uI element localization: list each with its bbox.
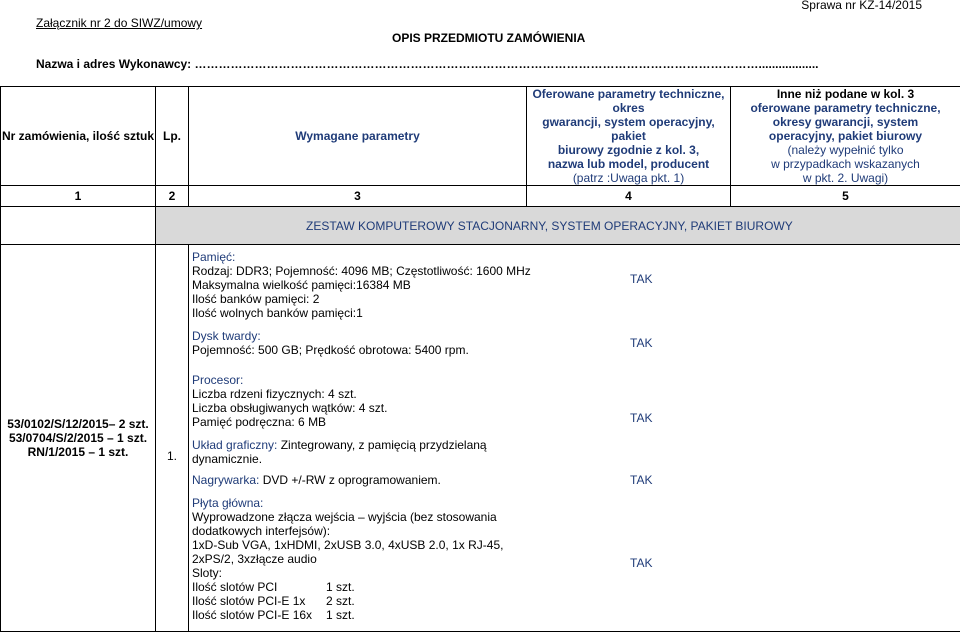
specs-cell — [189, 245, 960, 632]
slot-label: Ilość slotów PCI-E 16x — [192, 608, 313, 622]
column-number: 2 — [156, 186, 189, 207]
section-left-cell — [1, 207, 156, 245]
spec-drive — [189, 473, 441, 487]
spec-title: Układ graficzny: — [192, 438, 278, 452]
section-row — [1, 207, 960, 245]
order-line: 53/0704/S/2/2015 – 1 szt. — [8, 431, 148, 445]
case-number: Sprawa nr KZ-14/2015 — [801, 0, 922, 12]
other-line: w przypadkach wskazanych — [771, 157, 920, 171]
attachment-label: Załącznik nr 2 do SIWZ/umowy — [36, 16, 203, 30]
other-line: (należy wypełnić tylko — [787, 143, 904, 157]
column-numbers-row — [1, 186, 960, 207]
spec-line: dodatkowych interfejsów): — [192, 524, 331, 538]
offered-line: biurowy zgodnie z kol. 3, — [557, 143, 700, 157]
offered-line: gwarancji, system operacyjny, pakiet — [542, 115, 715, 143]
item-row — [1, 245, 960, 632]
column-number: 3 — [189, 186, 527, 207]
slot-row — [192, 608, 503, 622]
spec-line: Ilość wolnych banków pamięci:1 — [192, 306, 363, 320]
header-row — [1, 87, 960, 186]
spec-line: Liczba obsługiwanych wątków: 4 szt. — [192, 401, 388, 415]
spec-value: TAK — [630, 336, 653, 350]
contractor-label: Nazwa i adres Wykonawcy: …………………………………………………………………………………………………………………………….................. — [36, 57, 819, 71]
column-number: 5 — [731, 186, 960, 207]
offered-line: Oferowane parametry techniczne, okres — [532, 87, 725, 115]
spec-line: Ilość banków pamięci: 2 — [192, 292, 320, 306]
spec-title: Pamięć: — [192, 250, 236, 264]
slot-count: 1 szt. — [326, 580, 355, 594]
spec-disk — [189, 329, 469, 357]
spec-line: Rodzaj: DDR3; Pojemność: 4096 MB; Częstotliwość: 1600 MHz — [192, 264, 531, 278]
spec-line: Zintegrowany, z pamięcią przydzielaną — [280, 438, 487, 452]
spec-line: Pamięć podręczna: 6 MB — [192, 415, 327, 429]
col-offered-header — [527, 87, 731, 186]
other-line: operacyjny, pakiet biurowy — [768, 129, 923, 143]
slot-count: 1 szt. — [326, 608, 355, 622]
column-number: 4 — [527, 186, 731, 207]
spec-line: Wyprowadzone złącza wejścia – wyjścia (bez stosowania — [192, 510, 497, 524]
spec-line: Sloty: — [192, 566, 223, 580]
spec-line: Pojemność: 500 GB; Prędkość obrotowa: 5400 rpm. — [192, 343, 469, 357]
lp-cell — [156, 245, 189, 632]
spec-line: 2xPS/2, 3xzłącze audio — [192, 552, 317, 566]
col-other-header — [731, 87, 960, 186]
other-line: Inne niż podane w kol. 3 — [776, 87, 915, 101]
section-title — [156, 207, 960, 245]
spec-line: Liczba rdzeni fizycznych: 4 szt. — [192, 387, 357, 401]
slot-row — [192, 594, 503, 608]
slot-row — [192, 580, 503, 594]
spec-motherboard — [189, 496, 503, 622]
order-numbers-cell — [1, 245, 156, 632]
slot-label: Ilość slotów PCI — [192, 580, 278, 594]
specification-table — [0, 86, 960, 632]
order-line: 53/0102/S/12/2015– 2 szt. — [7, 417, 149, 431]
spec-value: TAK — [630, 556, 653, 570]
spec-line: DVD +/-RW z oprogramowaniem. — [262, 473, 441, 487]
spec-line: dynamicznie. — [192, 452, 263, 466]
slot-count: 2 szt. — [326, 594, 355, 608]
spec-value: TAK — [630, 473, 653, 487]
offered-line: (patrz :Uwaga pkt. 1) — [572, 171, 685, 185]
spec-value: TAK — [630, 272, 653, 286]
spec-memory — [189, 250, 531, 320]
spec-title: Nagrywarka: — [192, 473, 260, 487]
spec-title: Dysk twardy: — [192, 329, 261, 343]
spec-title: Procesor: — [192, 373, 244, 387]
offered-line: nazwa lub model, producent — [547, 157, 710, 171]
lp-value: 1. — [166, 449, 177, 463]
col-params-header: Wymagane parametry — [189, 87, 527, 186]
spec-value: TAK — [630, 411, 653, 425]
spec-title: Płyta główna: — [192, 496, 264, 510]
section-title-text: ZESTAW KOMPUTEROWY STACJONARNY, SYSTEM OPERACYJNY, PAKIET BIUROWY — [306, 218, 793, 233]
other-line: w pkt. 2. Uwagi) — [802, 171, 889, 185]
column-number: 1 — [1, 186, 156, 207]
document-title: OPIS PRZEDMIOTU ZAMÓWIENIA — [392, 31, 586, 45]
order-line: RN/1/2015 – 1 szt. — [27, 445, 129, 459]
col-lp-header: Lp. — [156, 87, 189, 186]
slot-label: Ilość slotów PCI-E 1x — [192, 594, 306, 608]
col-order-header: Nr zamówienia, ilość sztuk — [1, 87, 156, 186]
spec-line: Maksymalna wielkość pamięci:16384 MB — [192, 278, 411, 292]
spec-line: 1xD-Sub VGA, 1xHDMI, 2xUSB 3.0, 4xUSB 2.0, 1x RJ-45, — [192, 538, 504, 552]
spec-processor — [189, 373, 387, 429]
other-line: oferowane parametry techniczne, — [750, 101, 941, 115]
other-line: okresy gwarancji, system — [772, 115, 919, 129]
spec-graphics — [189, 438, 487, 466]
